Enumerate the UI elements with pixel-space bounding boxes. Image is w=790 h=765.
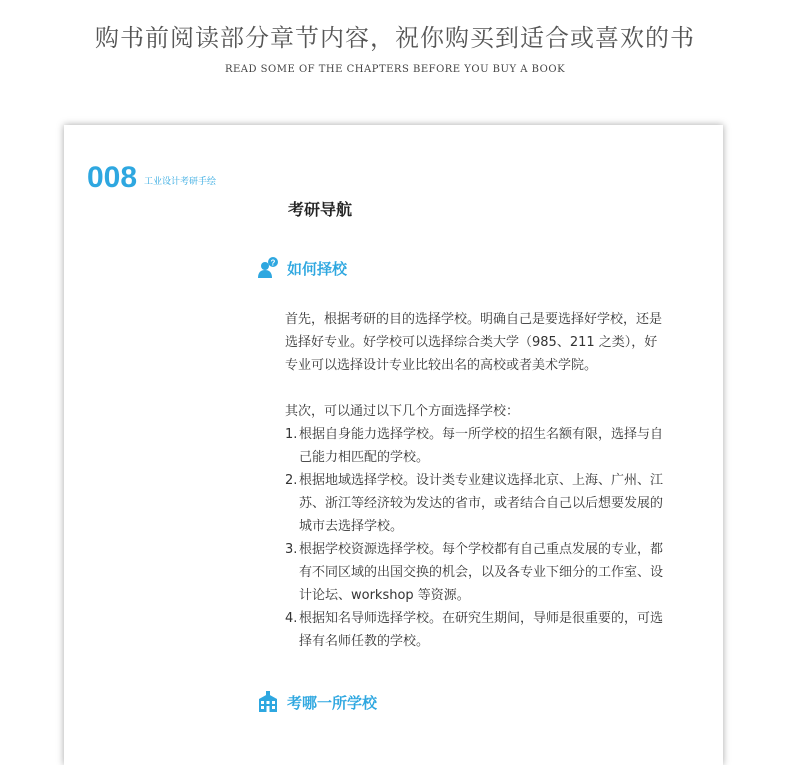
chapter-title: 考研导航: [288, 200, 353, 219]
paragraph-line: 首先，根据考研的目的选择学校。明确自己是要选择好学校，还是: [285, 312, 663, 327]
list-line: 择有名师任教的学校。: [299, 634, 430, 649]
section-heading-choose-school: [257, 257, 347, 279]
list-item: [285, 538, 677, 607]
section-body: [285, 308, 677, 653]
book-title: 工业设计考研手绘: [144, 177, 217, 187]
section-title: 如何择校: [287, 259, 348, 278]
list-line: 计论坛、workshop 等资源。: [299, 588, 470, 603]
school-building-icon: [257, 691, 279, 713]
list-line: 根据知名导师选择学校。在研究生期间，导师是很重要的，可选: [299, 611, 664, 626]
section-heading-which-school: [257, 691, 377, 713]
paragraph-line: 专业可以选择设计专业比较出名的高校或者美术学院。: [285, 358, 598, 373]
banner-subtitle: READ SOME OF THE CHAPTERS BEFORE YOU BUY A BOOK: [224, 64, 566, 75]
list-line: 城市去选择学校。: [299, 519, 404, 534]
list-line: 有不同区域的出国交换的机会，以及各专业下细分的工作室、设: [299, 565, 664, 580]
section-title: 考哪一所学校: [287, 693, 378, 712]
list-item: [285, 423, 677, 469]
list-lead: 其次，可以通过以下几个方面选择学校：: [285, 404, 520, 419]
list-line: 根据学校资源选择学校。每个学校都有自己重点发展的专业，都: [299, 542, 664, 557]
list-number: 2.: [285, 473, 298, 488]
banner-title: 购书前阅读部分章节内容，祝你购买到适合或喜欢的书: [95, 24, 695, 52]
book-page-preview: [64, 125, 723, 765]
criteria-list: [285, 423, 677, 653]
list-number: 3.: [285, 542, 298, 557]
list-line: 根据自身能力选择学校。每一所学校的招生名额有限，选择与自: [299, 427, 664, 442]
svg-text:?: ?: [270, 258, 276, 268]
list-number: 1.: [285, 427, 298, 442]
list-line: 苏、浙江等经济较为发达的省市，或者结合自己以后想要发展的: [299, 496, 664, 511]
paragraph-line: 选择好专业。好学校可以选择综合类大学（985、211 之类），好: [285, 335, 658, 350]
page-number: 008: [87, 161, 138, 194]
list-line: 己能力相匹配的学校。: [299, 450, 430, 465]
list-item: [285, 607, 677, 653]
list-line: 根据地域选择学校。设计类专业建议选择北京、上海、广州、江: [299, 473, 664, 488]
list-item: [285, 469, 677, 538]
list-number: 4.: [285, 611, 298, 626]
person-question-icon: [257, 257, 279, 279]
